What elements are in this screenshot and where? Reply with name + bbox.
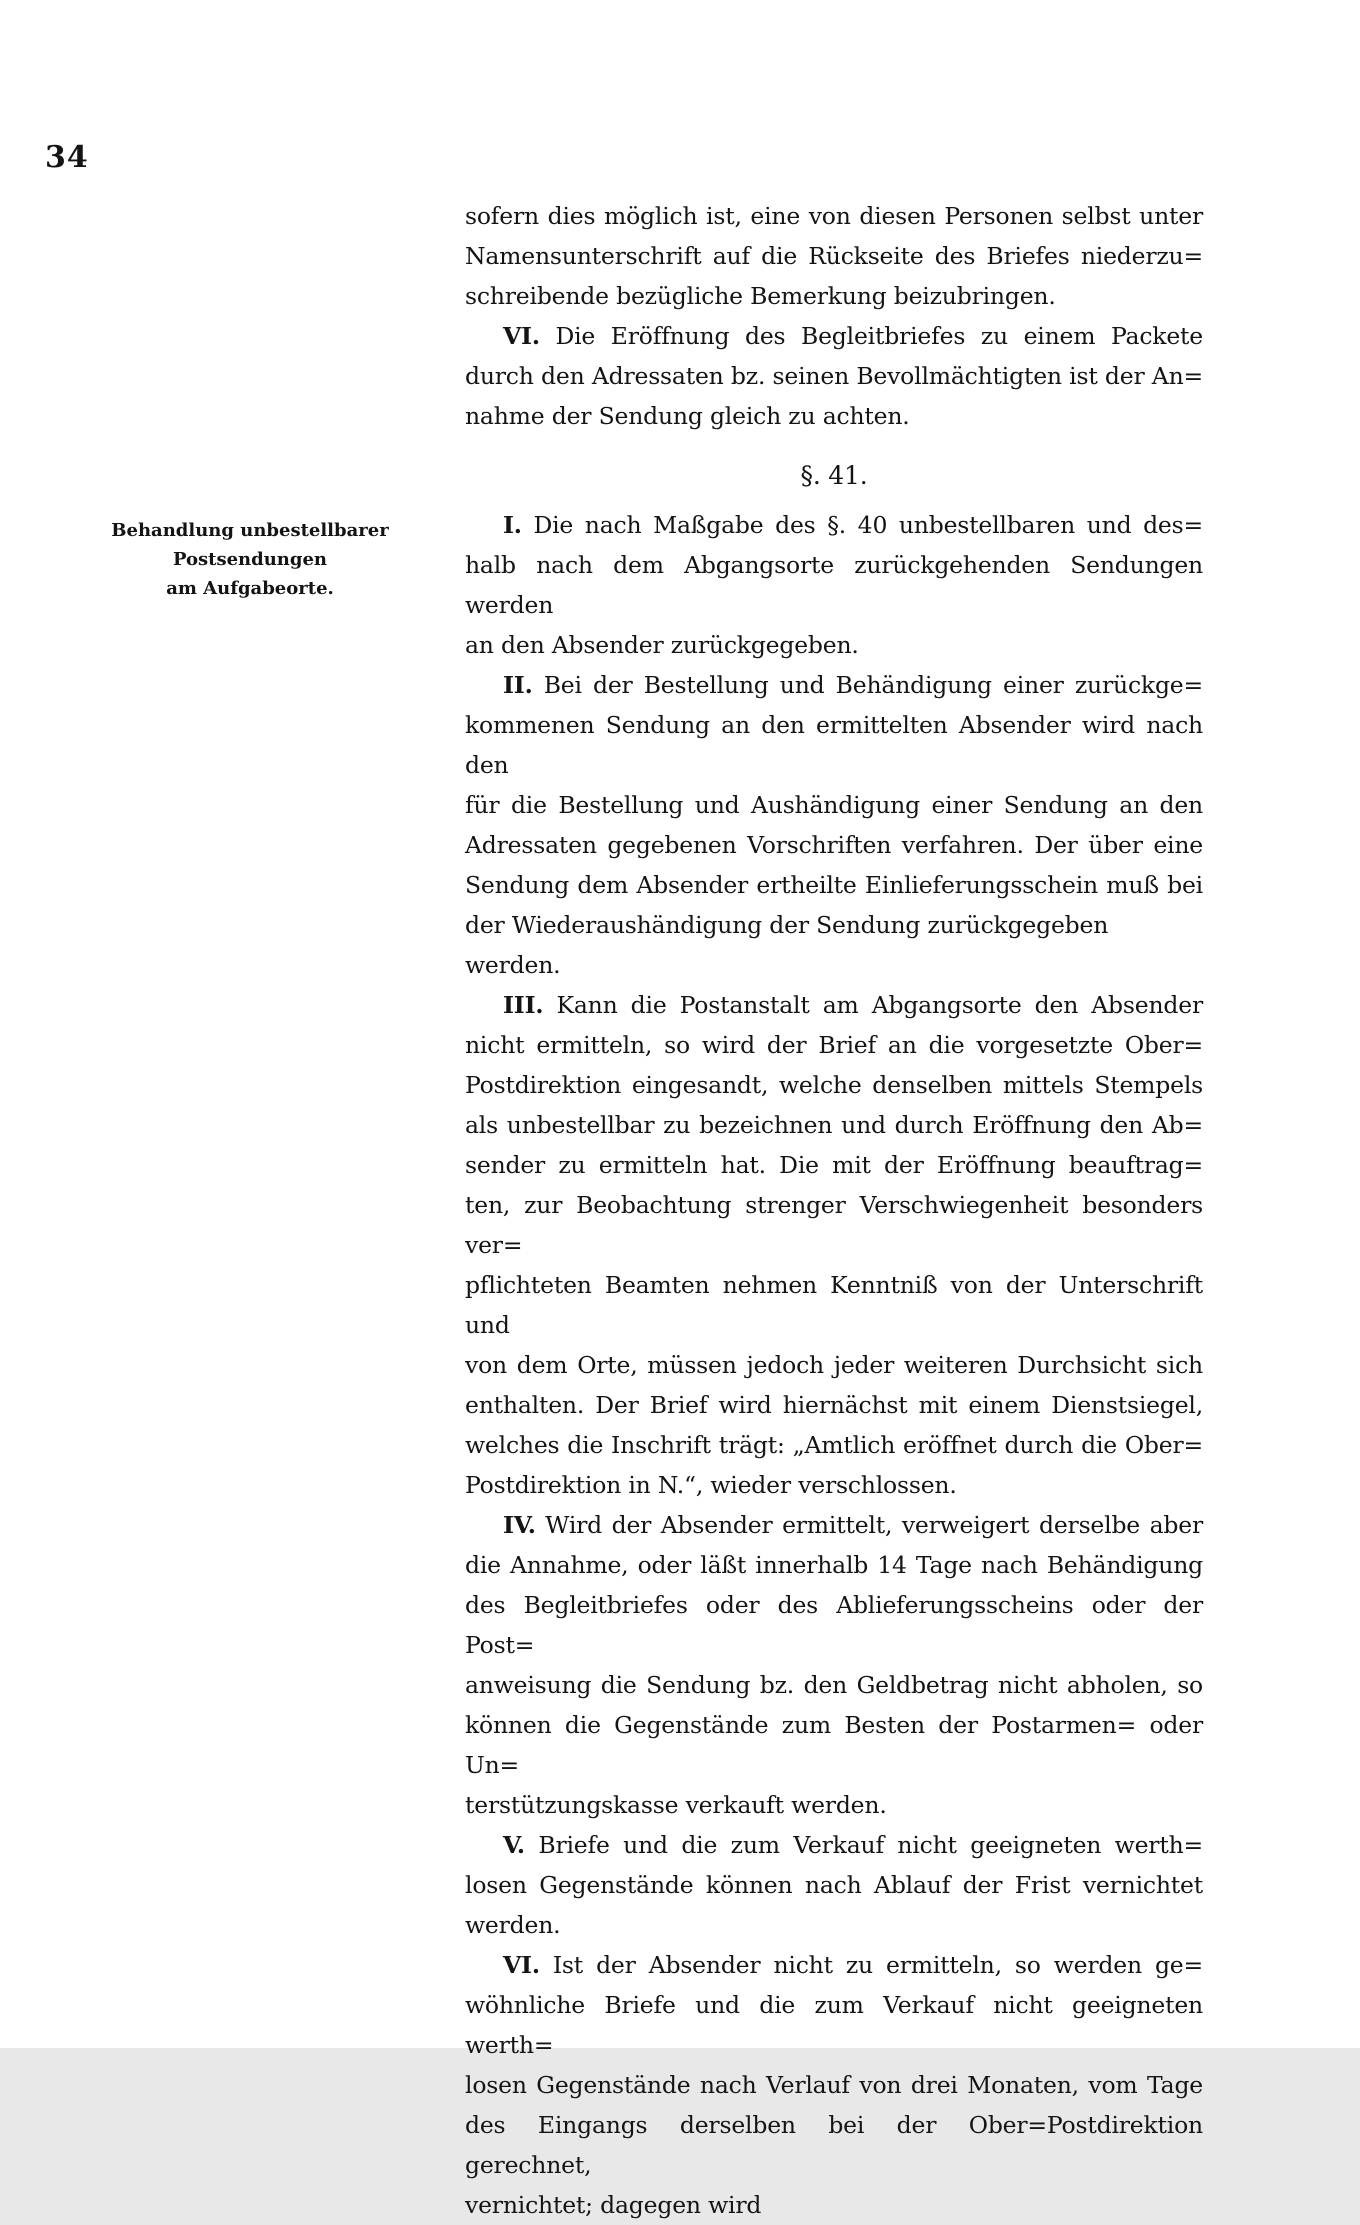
text-line: der Wiederaushändigung der Sendung zurückgegeben werden.	[465, 911, 1109, 979]
text-line: sender zu ermitteln hat. Die mit der Eröffnung beauftrag=	[465, 1151, 1203, 1179]
text-line: können die Gegenstände zum Besten der Postarmen= oder Un=	[465, 1711, 1203, 1779]
paragraph-numeral: IV.	[503, 1511, 536, 1539]
text-line: losen Gegenstände können nach Ablauf der Frist vernichtet	[465, 1871, 1203, 1899]
text-line: welches die Inschrift trägt: „Amtlich eröffnet durch die Ober=	[465, 1431, 1203, 1459]
text-line: enthalten. Der Brief wird hiernächst mit einem Dienstsiegel,	[465, 1391, 1203, 1419]
page-number: 34	[45, 140, 89, 175]
text-line: kommenen Sendung an den ermittelten Absender wird nach den	[465, 711, 1203, 779]
text-line: an den Absender zurückgegeben.	[465, 631, 859, 659]
text-line: VI. Die Eröffnung des Begleitbriefes zu einem Packete	[503, 322, 1203, 350]
text-line: halb nach dem Abgangsorte zurückgehenden Sendungen werden	[465, 551, 1203, 619]
text-line: nahme der Sendung gleich zu achten.	[465, 402, 910, 430]
text-line: des Begleitbriefes oder des Ablieferungsscheins oder der Post=	[465, 1591, 1203, 1659]
text-line: sofern dies möglich ist, eine von diesen Personen selbst unter	[465, 202, 1203, 230]
text-line: terstützungskasse verkauft werden.	[465, 1791, 887, 1819]
text-line: anweisung die Sendung bz. den Geldbetrag nicht abholen, so	[465, 1671, 1203, 1699]
sidenote-line-2: am Aufgabeorte.	[166, 578, 334, 599]
text-line: die Annahme, oder läßt innerhalb 14 Tage nach Behändigung	[465, 1551, 1203, 1579]
paragraph-numeral: VI.	[503, 1951, 540, 1979]
text-line: ten, zur Beobachtung strenger Verschwiegenheit besonders ver=	[465, 1191, 1203, 1259]
paragraph-numeral: V.	[503, 1831, 525, 1859]
paragraph-numeral: VI.	[503, 322, 540, 350]
text-line: als unbestellbar zu bezeichnen und durch Eröffnung den Ab=	[465, 1111, 1203, 1139]
main-text-column	[465, 196, 1203, 2225]
section-41-paragraphs	[465, 505, 1203, 2225]
text-line: VI. Ist der Absender nicht zu ermitteln, so werden ge=	[503, 1951, 1203, 1979]
text-line: V. Briefe und die zum Verkauf nicht geeigneten werth=	[503, 1831, 1203, 1859]
text-line: Sendung dem Absender ertheilte Einlieferungsschein muß bei	[465, 871, 1203, 899]
text-line: vernichtet; dagegen wird	[465, 2191, 762, 2219]
text-line: III. Kann die Postanstalt am Abgangsorte den Absender	[503, 991, 1203, 1019]
text-line: für die Bestellung und Aushändigung einer Sendung an den	[465, 791, 1203, 819]
text-line: Adressaten gegebenen Vorschriften verfahren. Der über eine	[465, 831, 1203, 859]
text-line: II. Bei der Bestellung und Behändigung einer zurückge=	[503, 671, 1203, 699]
text-line: Postdirektion eingesandt, welche denselben mittels Stempels	[465, 1071, 1203, 1099]
text-line: I. Die nach Maßgabe des §. 40 unbestellbaren und des=	[503, 511, 1203, 539]
text-line: werden.	[465, 1911, 561, 1939]
text-line: schreibende bezügliche Bemerkung beizubringen.	[465, 282, 1056, 310]
text-line: des Eingangs derselben bei der Ober=Postdirektion gerechnet,	[465, 2111, 1203, 2179]
paragraph-numeral: II.	[503, 671, 533, 699]
intro-paragraphs	[465, 196, 1203, 436]
text-line: Postdirektion in N.“, wieder verschlossen.	[465, 1471, 957, 1499]
sidenote-line-1: Behandlung unbestellbarer Postsendungen	[111, 520, 389, 570]
paragraph-numeral: I.	[503, 511, 522, 539]
section-heading: §. 41.	[800, 461, 868, 490]
text-line: losen Gegenstände nach Verlauf von drei Monaten, vom Tage	[465, 2071, 1203, 2099]
text-line: durch den Adressaten bz. seinen Bevollmächtigten ist der An=	[465, 362, 1203, 390]
text-line: nicht ermitteln, so wird der Brief an die vorgesetzte Ober=	[465, 1031, 1203, 1059]
text-line: wöhnliche Briefe und die zum Verkauf nicht geeigneten werth=	[465, 1991, 1203, 2059]
paragraph-numeral: III.	[503, 991, 544, 1019]
text-line: Namensunterschrift auf die Rückseite des Briefes niederzu=	[465, 242, 1203, 270]
text-line: pflichteten Beamten nehmen Kenntniß von der Unterschrift und	[465, 1271, 1203, 1339]
margin-sidenote	[38, 516, 462, 603]
text-line: von dem Orte, müssen jedoch jeder weiteren Durchsicht sich	[465, 1351, 1203, 1379]
text-line: IV. Wird der Absender ermittelt, verweigert derselbe aber	[503, 1511, 1203, 1539]
